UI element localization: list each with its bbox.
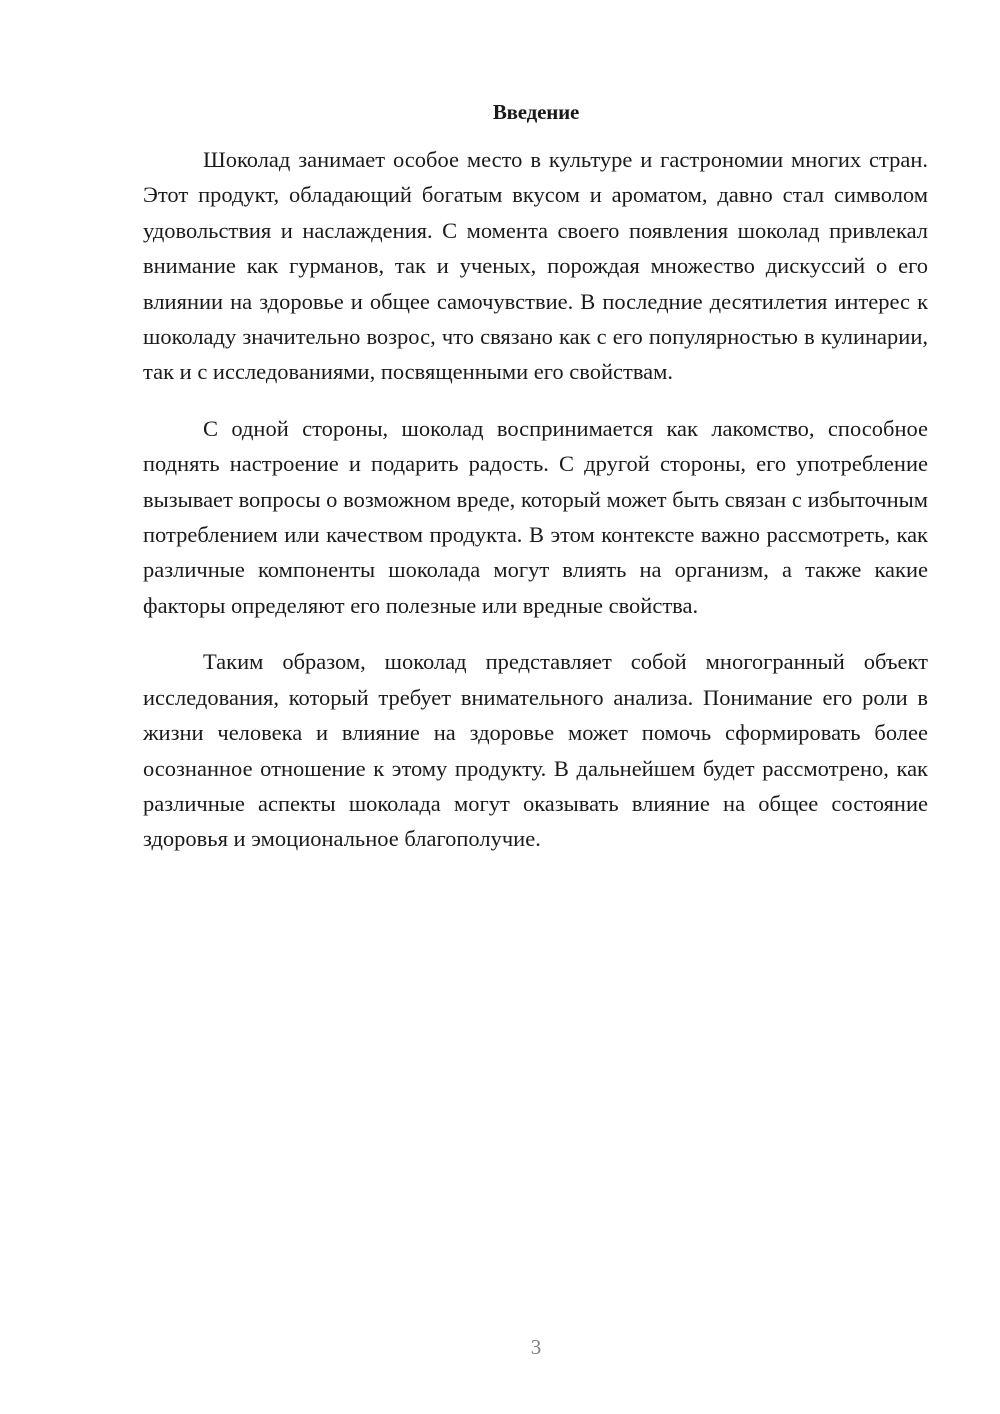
- page-number: 3: [530, 1335, 542, 1359]
- paragraph-2: С одной стороны, шоколад воспринимается как лакомство, способное поднять настроение и подарить радость. С другой стороны, его употребление вызывает вопросы о возможном вреде, который может быть связан с избыточным потреблением или качеством продукта. В этом контексте важно рассмотреть, как различные компоненты шоколада могут влиять на организм, а также какие факторы определяют его полезные или вредные свойства.: [143, 415, 928, 618]
- paragraph-3: Таким образом, шоколад представляет собой многогранный объект исследования, который требует внимательного анализа. Понимание его роли в жизни человека и влияние на здоровье может помочь сформировать более осознанное отношение к этому продукту. В дальнейшем будет рассмотрено, как различные аспекты шоколада могут оказывать влияние на общее состояние здоровья и эмоциональное благополучие.: [143, 649, 928, 852]
- body-text: [143, 142, 928, 878]
- paragraph-1: Шоколад занимает особое место в культуре и гастрономии многих стран. Этот продукт, обладающий богатым вкусом и ароматом, давно стал символом удовольствия и наслаждения. С момента своего появления шоколад привлекал внимание как гурманов, так и ученых, порождая множество дискуссий о его влиянии на здоровье и общее самочувствие. В последние десятилетия интерес к шоколаду значительно возрос, что связано как с его популярностью в кулинарии, так и с исследованиями, посвященными его свойствам.: [143, 147, 928, 385]
- section-heading: Введение: [492, 100, 580, 124]
